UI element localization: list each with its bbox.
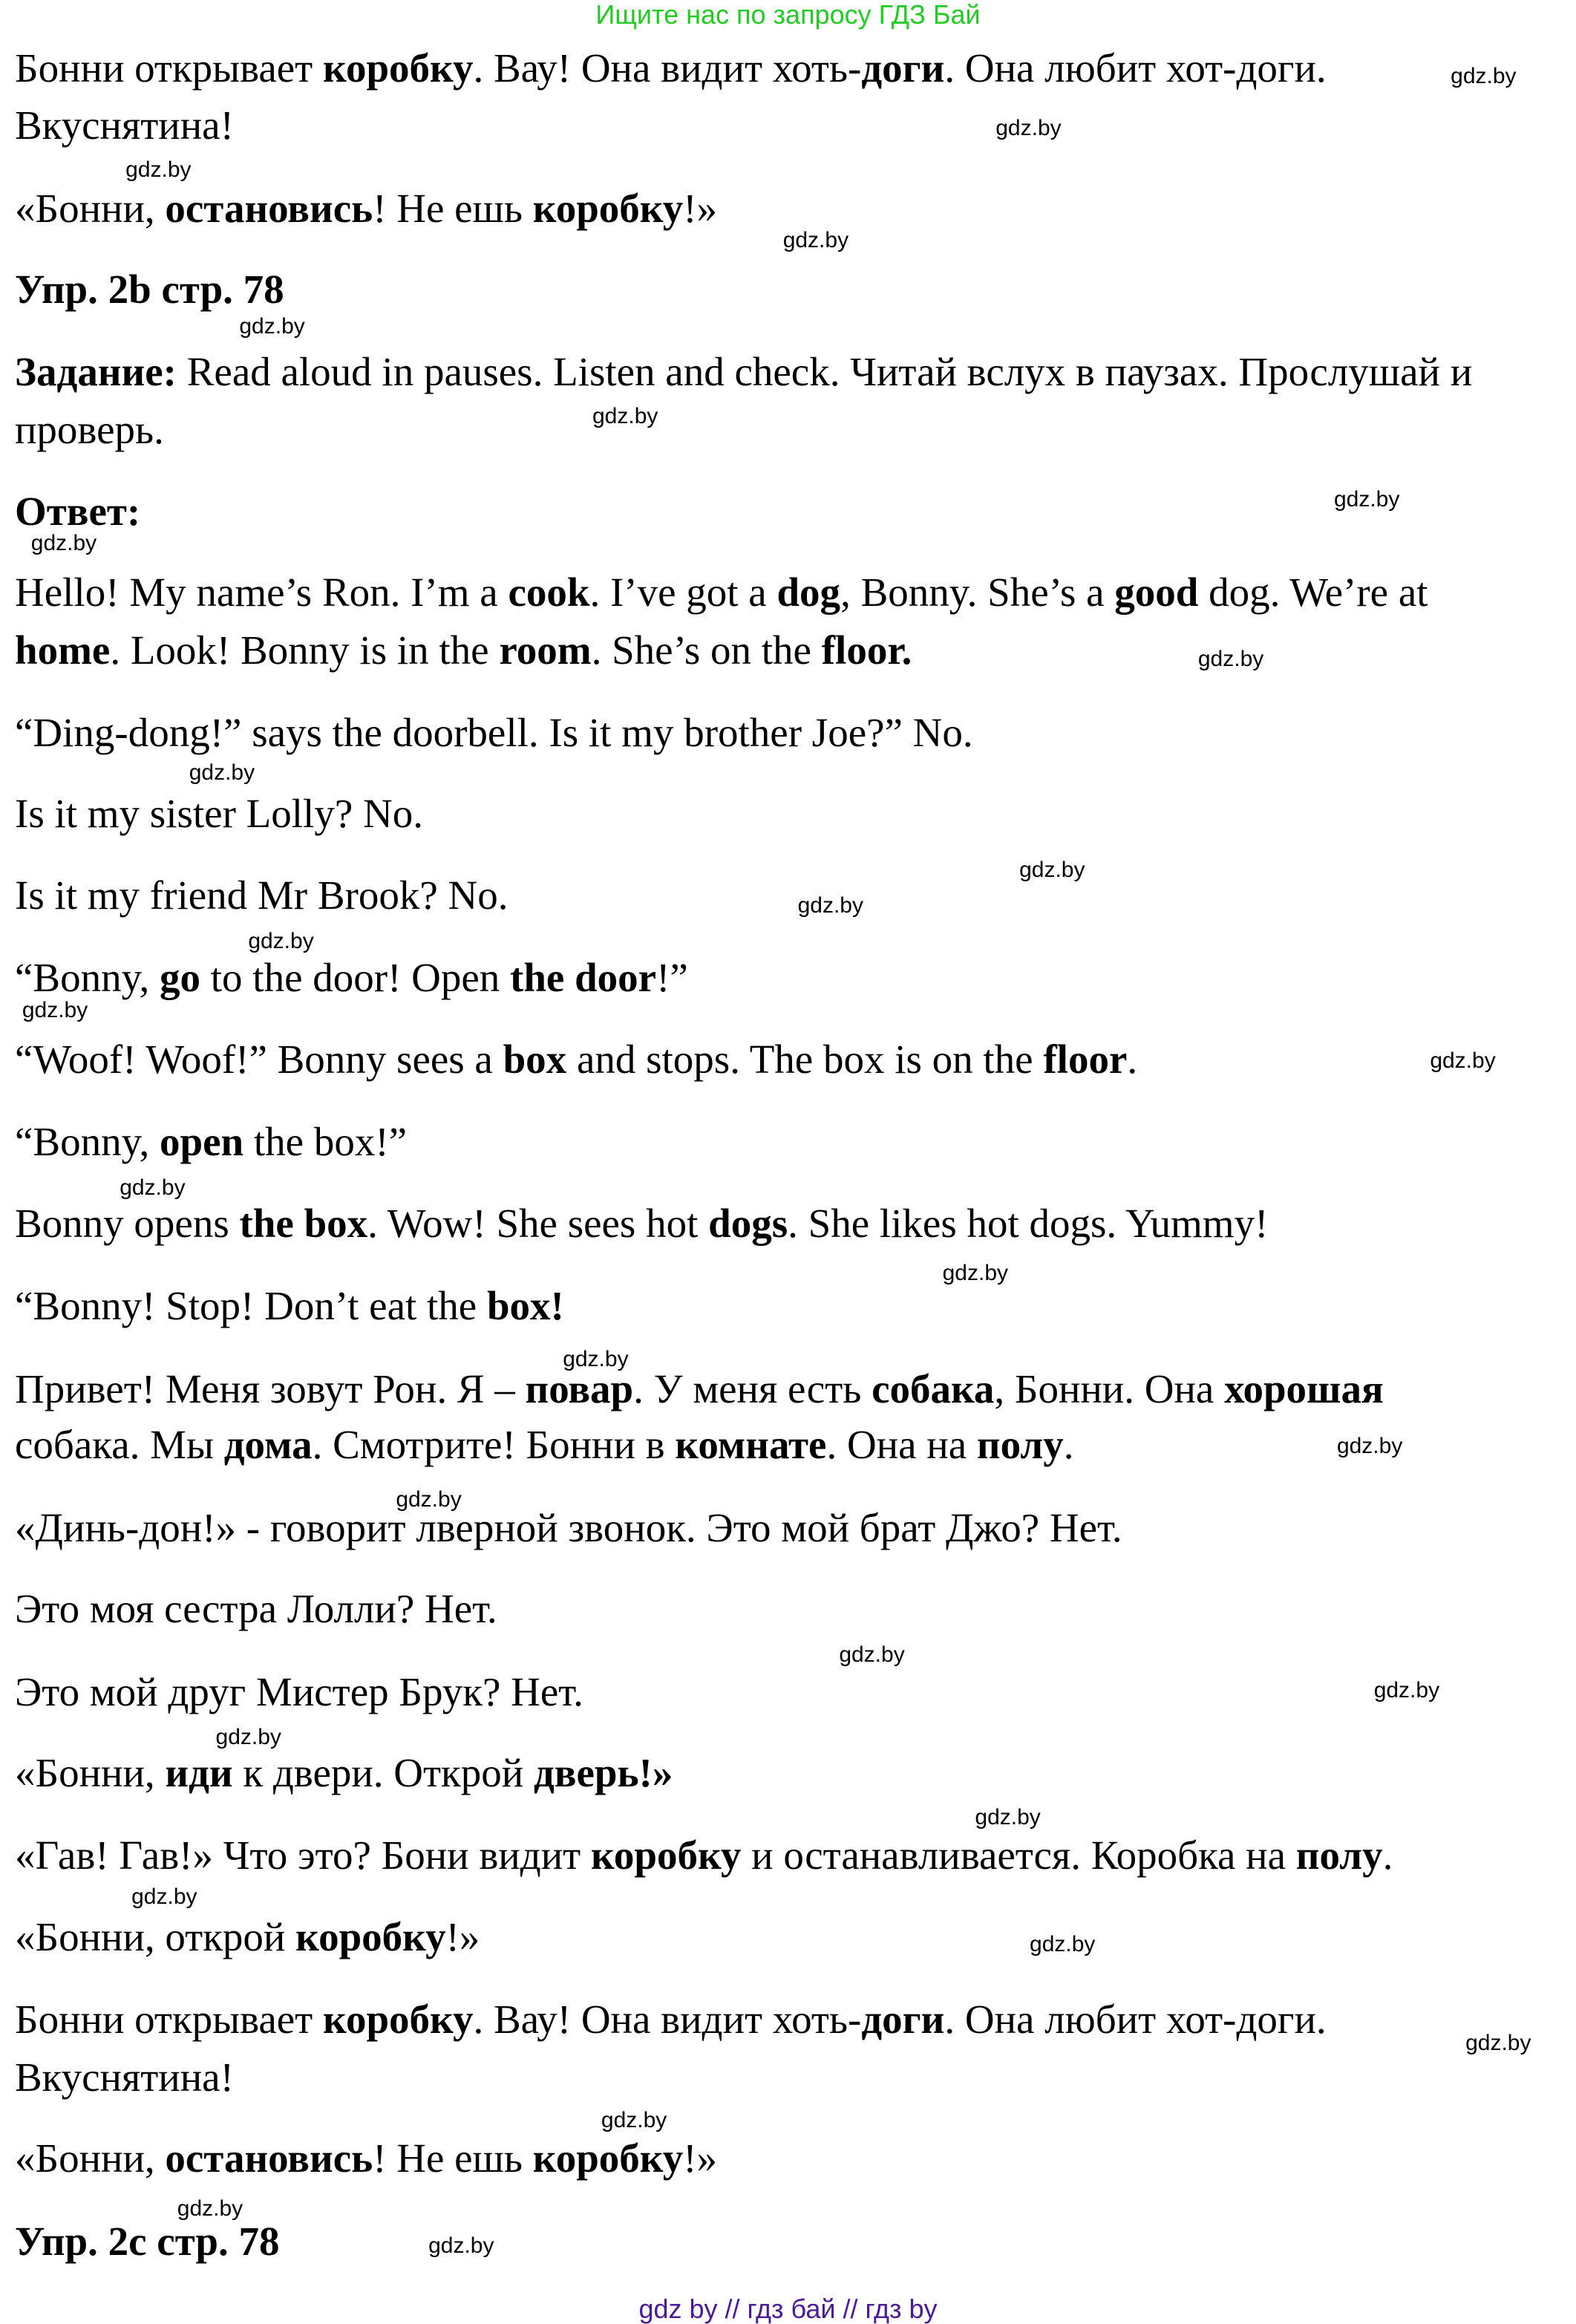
text-line xyxy=(15,405,164,455)
text-segment: !» xyxy=(683,185,718,231)
watermark: gdz.by xyxy=(239,313,305,339)
watermark: gdz.by xyxy=(125,157,192,182)
bold-text: go xyxy=(160,955,201,1001)
bold-text: дома xyxy=(223,1422,313,1468)
text-segment: the box!” xyxy=(243,1119,408,1165)
text-segment: Bonny opens xyxy=(15,1200,240,1246)
text-line xyxy=(15,486,140,537)
bold-text: cook xyxy=(508,569,590,615)
bold-text: the door xyxy=(510,955,657,1001)
text-line xyxy=(15,1503,1122,1553)
text-segment: . Вау! Она видит хоть- xyxy=(473,45,862,91)
bold-text: Ответ: xyxy=(15,488,141,534)
text-line xyxy=(15,567,1428,618)
text-line xyxy=(15,1420,1073,1470)
text-segment: «Бонни, xyxy=(15,2135,166,2181)
bold-text: dogs xyxy=(708,1200,788,1246)
watermark: gdz.by xyxy=(995,116,1062,141)
watermark: gdz.by xyxy=(782,228,849,253)
bold-text: собака xyxy=(872,1365,995,1411)
text-segment: and stops. The box is on the xyxy=(566,1036,1044,1082)
text-segment: Hello! My name’s Ron. I’m a xyxy=(15,569,509,615)
text-segment: . Вау! Она видит хоть- xyxy=(473,1997,862,2043)
text-line xyxy=(15,789,423,839)
text-segment: . xyxy=(1382,1832,1393,1879)
text-segment: . Она на xyxy=(826,1422,977,1468)
text-segment: Это моя сестра Лолли? Нет. xyxy=(15,1586,497,1632)
text-line xyxy=(15,1667,583,1717)
text-segment: Бонни открывает xyxy=(15,45,323,91)
text-segment: Is it my friend Mr Brook? No. xyxy=(15,872,509,918)
watermark: gdz.by xyxy=(428,2233,494,2258)
text-segment: . У меня есть xyxy=(633,1365,872,1411)
bold-text: полу xyxy=(976,1422,1064,1468)
bold-text: дверь!» xyxy=(533,1750,673,1795)
bold-text: хорошая xyxy=(1224,1365,1384,1411)
text-line xyxy=(15,264,284,315)
watermark: gdz.by xyxy=(131,1884,197,1910)
bold-text: room xyxy=(499,627,592,673)
text-segment: «Бонни, xyxy=(15,185,166,231)
text-segment: ! Не ешь xyxy=(373,2135,533,2181)
text-segment: , Bonny. She’s a xyxy=(840,569,1115,615)
text-line xyxy=(15,347,1472,397)
watermark: gdz.by xyxy=(1030,1931,1096,1956)
text-segment: !” xyxy=(656,955,688,1001)
watermark: gdz.by xyxy=(1333,486,1400,512)
watermark: gdz.by xyxy=(248,928,314,953)
text-segment: . Она любит хот-доги. xyxy=(944,1997,1327,2043)
site-footer[interactable]: gdz by // гдз бай // гдз by xyxy=(638,2294,938,2324)
bold-text: коробку xyxy=(532,185,684,231)
watermark: gdz.by xyxy=(215,1725,281,1750)
watermark: gdz.by xyxy=(120,1175,186,1200)
text-line xyxy=(15,1364,1384,1414)
bold-text: остановись xyxy=(165,185,373,231)
bold-text: Упр. 2b стр. 78 xyxy=(15,267,284,313)
bold-text: коробку xyxy=(295,1913,446,1959)
text-line xyxy=(15,2133,717,2184)
watermark: gdz.by xyxy=(1451,64,1517,89)
text-segment: . Она любит хот-доги. xyxy=(944,45,1327,91)
bold-text: повар xyxy=(525,1365,634,1411)
bold-text: open xyxy=(160,1119,244,1165)
text-segment: «Гав! Гав!» Что это? Бони видит xyxy=(15,1832,591,1879)
bold-text: Упр. 2c стр. 78 xyxy=(15,2218,280,2264)
text-line xyxy=(15,625,912,676)
watermark: gdz.by xyxy=(1465,2031,1531,2056)
bold-text: box! xyxy=(486,1283,564,1329)
watermark: gdz.by xyxy=(22,998,88,1023)
bold-text: box xyxy=(503,1036,567,1082)
watermark: gdz.by xyxy=(839,1642,905,1667)
site-banner[interactable]: Ищите нас по запросу ГДЗ Бай xyxy=(595,0,981,30)
text-line xyxy=(15,708,973,758)
bold-text: коробку xyxy=(322,1997,474,2043)
text-segment: , Бонни. Она xyxy=(994,1365,1225,1411)
watermark: gdz.by xyxy=(592,404,658,429)
text-segment: “Bonny! Stop! Don’t eat the xyxy=(15,1283,487,1329)
text-segment: . Look! Bonny is in the xyxy=(110,627,500,673)
text-segment: “Bonny, xyxy=(15,1119,160,1165)
text-segment: «Бонни, открой xyxy=(15,1913,296,1959)
text-line xyxy=(15,2216,279,2267)
watermark: gdz.by xyxy=(30,531,97,556)
text-line xyxy=(15,1034,1137,1085)
text-line xyxy=(15,1584,497,1634)
text-segment: и останавливается. Коробка на xyxy=(741,1832,1296,1879)
text-segment: Привет! Меня зовут Рон. Я – xyxy=(15,1365,526,1411)
bold-text: good xyxy=(1114,569,1199,615)
text-segment: “Woof! Woof!” Bonny sees a xyxy=(15,1036,503,1082)
text-segment: to the door! Open xyxy=(200,955,511,1001)
text-line xyxy=(15,1994,1327,2045)
text-segment: проверь. xyxy=(15,407,164,453)
text-segment: ! Не ешь xyxy=(373,185,533,231)
text-segment: Is it my sister Lolly? No. xyxy=(15,791,423,837)
text-segment: Вкуснятина! xyxy=(15,2054,234,2100)
bold-text: Задание: xyxy=(15,349,177,395)
text-line xyxy=(15,100,234,151)
bold-text: home xyxy=(15,627,111,673)
text-line xyxy=(15,1830,1393,1881)
watermark: gdz.by xyxy=(942,1261,1008,1286)
text-line xyxy=(15,183,717,234)
text-line xyxy=(15,953,688,1003)
watermark: gdz.by xyxy=(1336,1434,1403,1459)
text-segment: Бонни открывает xyxy=(15,1997,323,2043)
text-segment: . Wow! She sees hot xyxy=(367,1200,709,1246)
text-segment: «Бонни, xyxy=(15,1750,166,1795)
text-line xyxy=(15,1117,407,1167)
text-segment: . She’s on the xyxy=(591,627,822,673)
text-line xyxy=(15,870,509,921)
text-segment: !» xyxy=(445,1913,480,1959)
text-segment: к двери. Открой xyxy=(232,1750,534,1795)
bold-text: коробку xyxy=(532,2135,684,2181)
text-segment: . xyxy=(1063,1422,1074,1468)
watermark: gdz.by xyxy=(189,760,255,785)
watermark: gdz.by xyxy=(1373,1677,1440,1703)
bold-text: dog xyxy=(776,569,841,615)
text-line xyxy=(15,1912,480,1962)
bold-text: доги xyxy=(861,45,945,91)
text-segment: . xyxy=(1127,1036,1138,1082)
watermark: gdz.by xyxy=(1019,858,1085,883)
text-segment: . Смотрите! Бонни в xyxy=(312,1422,676,1468)
text-segment: «Динь-дон!» - говорит лверной звонок. Это мой брат Джо? Нет. xyxy=(15,1504,1122,1550)
text-segment: . She likes hot dogs. Yummy! xyxy=(788,1200,1269,1246)
text-segment: собака. Мы xyxy=(15,1422,224,1468)
bold-text: доги xyxy=(861,1997,945,2043)
text-line xyxy=(15,1748,673,1798)
watermark: gdz.by xyxy=(1197,646,1264,671)
watermark: gdz.by xyxy=(975,1804,1041,1830)
text-segment: Вкуснятина! xyxy=(15,102,234,148)
bold-text: floor. xyxy=(821,627,912,673)
text-line xyxy=(15,43,1327,94)
bold-text: полу xyxy=(1295,1832,1383,1879)
text-line xyxy=(15,1198,1268,1249)
watermark: gdz.by xyxy=(797,892,863,918)
bold-text: floor xyxy=(1043,1036,1128,1082)
text-segment: dog. We’re at xyxy=(1198,569,1428,615)
text-segment: Read aloud in pauses. Listen and check. Читай вслух в паузах. Прослушай и xyxy=(176,349,1473,395)
watermark: gdz.by xyxy=(601,2107,667,2132)
text-segment: “Bonny, xyxy=(15,955,160,1001)
text-line xyxy=(15,2052,234,2103)
bold-text: комнате xyxy=(675,1422,827,1468)
text-segment: !» xyxy=(683,2135,718,2181)
text-line xyxy=(15,1281,564,1331)
watermark: gdz.by xyxy=(396,1486,462,1512)
text-segment: Это мой друг Мистер Брук? Нет. xyxy=(15,1668,583,1714)
watermark: gdz.by xyxy=(563,1346,629,1371)
bold-text: иди xyxy=(165,1750,233,1795)
bold-text: the box xyxy=(239,1200,368,1246)
bold-text: остановись xyxy=(165,2135,373,2181)
text-segment: . I’ve got a xyxy=(589,569,777,615)
watermark: gdz.by xyxy=(1430,1048,1496,1073)
watermark: gdz.by xyxy=(177,2196,243,2222)
bold-text: коробку xyxy=(590,1832,742,1879)
text-segment: “Ding-dong!” says the doorbell. Is it my brother Joe?” No. xyxy=(15,710,973,756)
bold-text: коробку xyxy=(322,45,474,91)
